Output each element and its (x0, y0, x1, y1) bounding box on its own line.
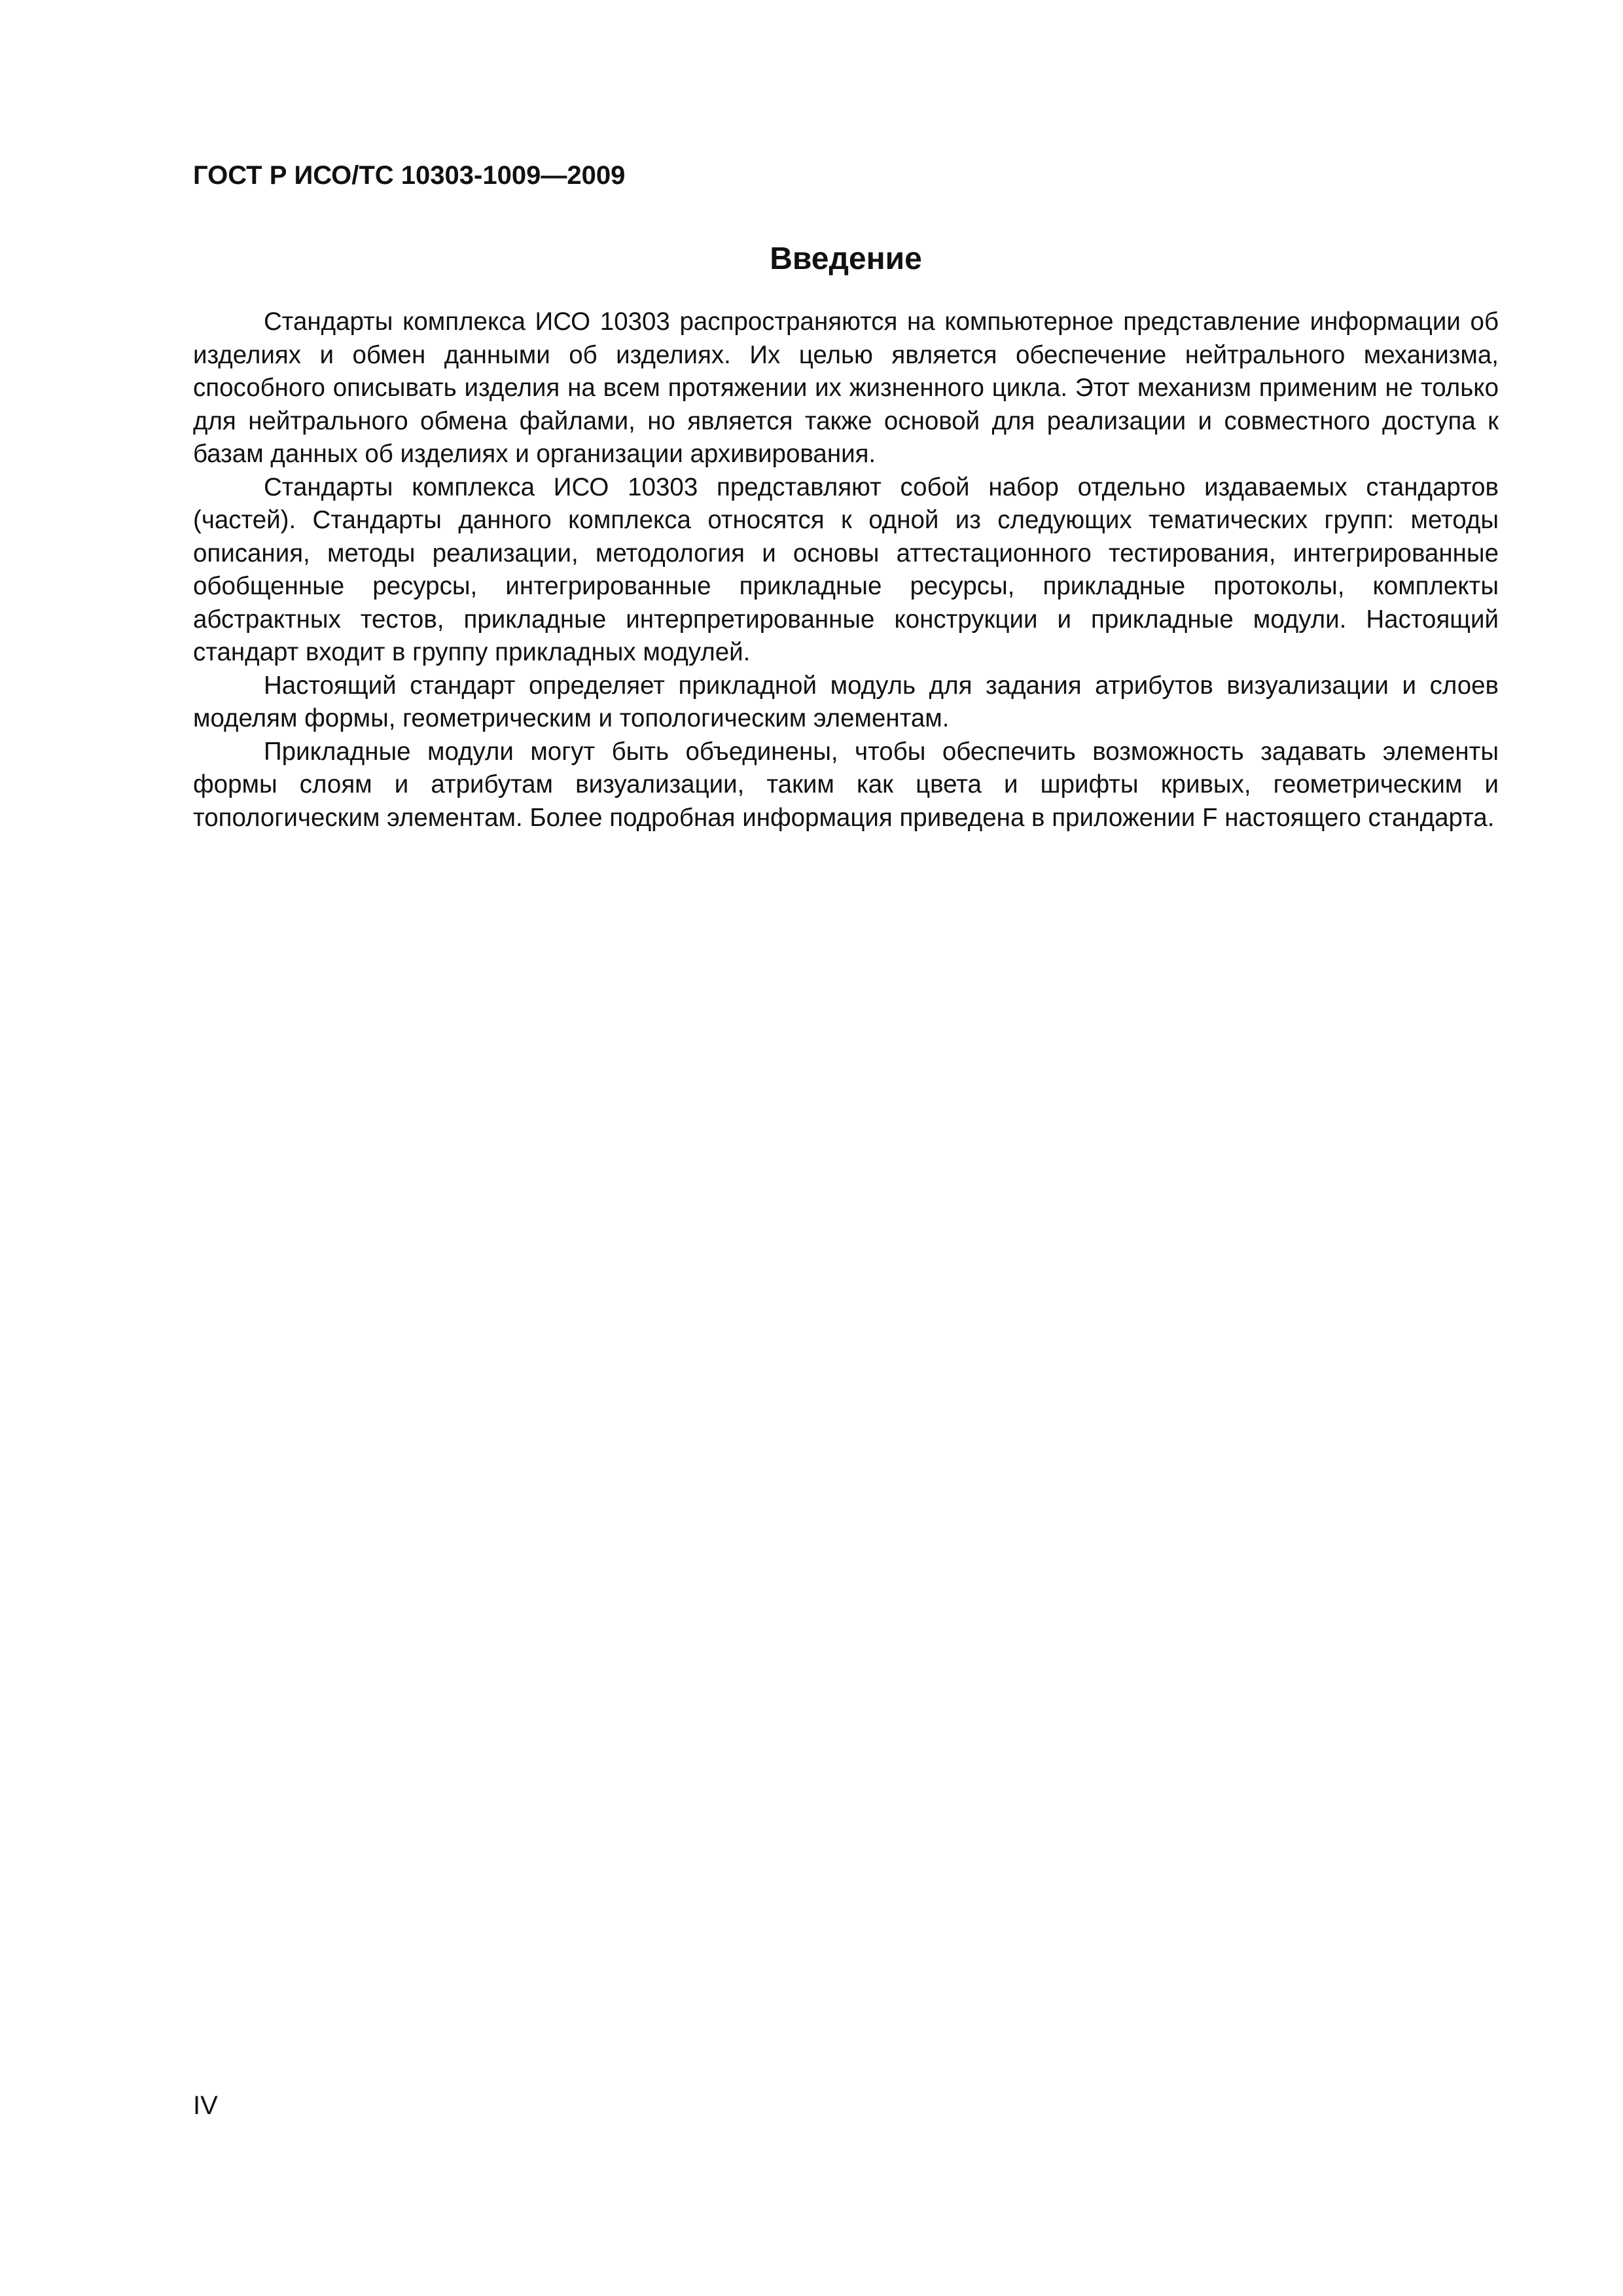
document-code: ГОСТ Р ИСО/ТС 10303-1009—2009 (193, 161, 626, 190)
paragraph: Стандарты комплекса ИСО 10303 представляют собой набор отдельно издаваемых стандартов (частей). Стандарты данного комплекса относятся к одной из следующих тематических групп: методы описания, методы реализации, методология и основы аттестационного тестирования, интегрированные обобщенные ресурсы, интегрированные прикладные ресурсы, прикладные протоколы, комплекты абстрактных тестов, прикладные интерпретированные конструкции и прикладные модули. Настоящий стандарт входит в группу прикладных модулей. (193, 473, 1499, 666)
paragraph: Стандарты комплекса ИСО 10303 распространяются на компьютерное представление информации об изделиях и обмен данными об изделиях. Их целью является обеспечение нейтрального механизма, способного описывать изделия на всем протяжении их жизненного цикла. Этот механизм применим не только для нейтрального обмена файлами, но является также основой для реализации и совместного доступа к базам данных об изделиях и организации архивирования. (193, 308, 1499, 468)
paragraph: Настоящий стандарт определяет прикладной модуль для задания атрибутов визуализации и слоев моделям формы, геометрическим и топологическим элементам. (193, 671, 1499, 732)
introduction-text (193, 306, 1499, 834)
paragraph: Прикладные модули могут быть объединены, чтобы обеспечить возможность задавать элементы формы слоям и атрибутам визуализации, таким как цвета и шрифты кривых, геометрическим и топологическим элементам. Более подробная информация приведена в приложении F настоящего стандарта. (193, 737, 1499, 832)
page-number: IV (193, 2091, 218, 2120)
section-title: Введение (770, 242, 922, 276)
